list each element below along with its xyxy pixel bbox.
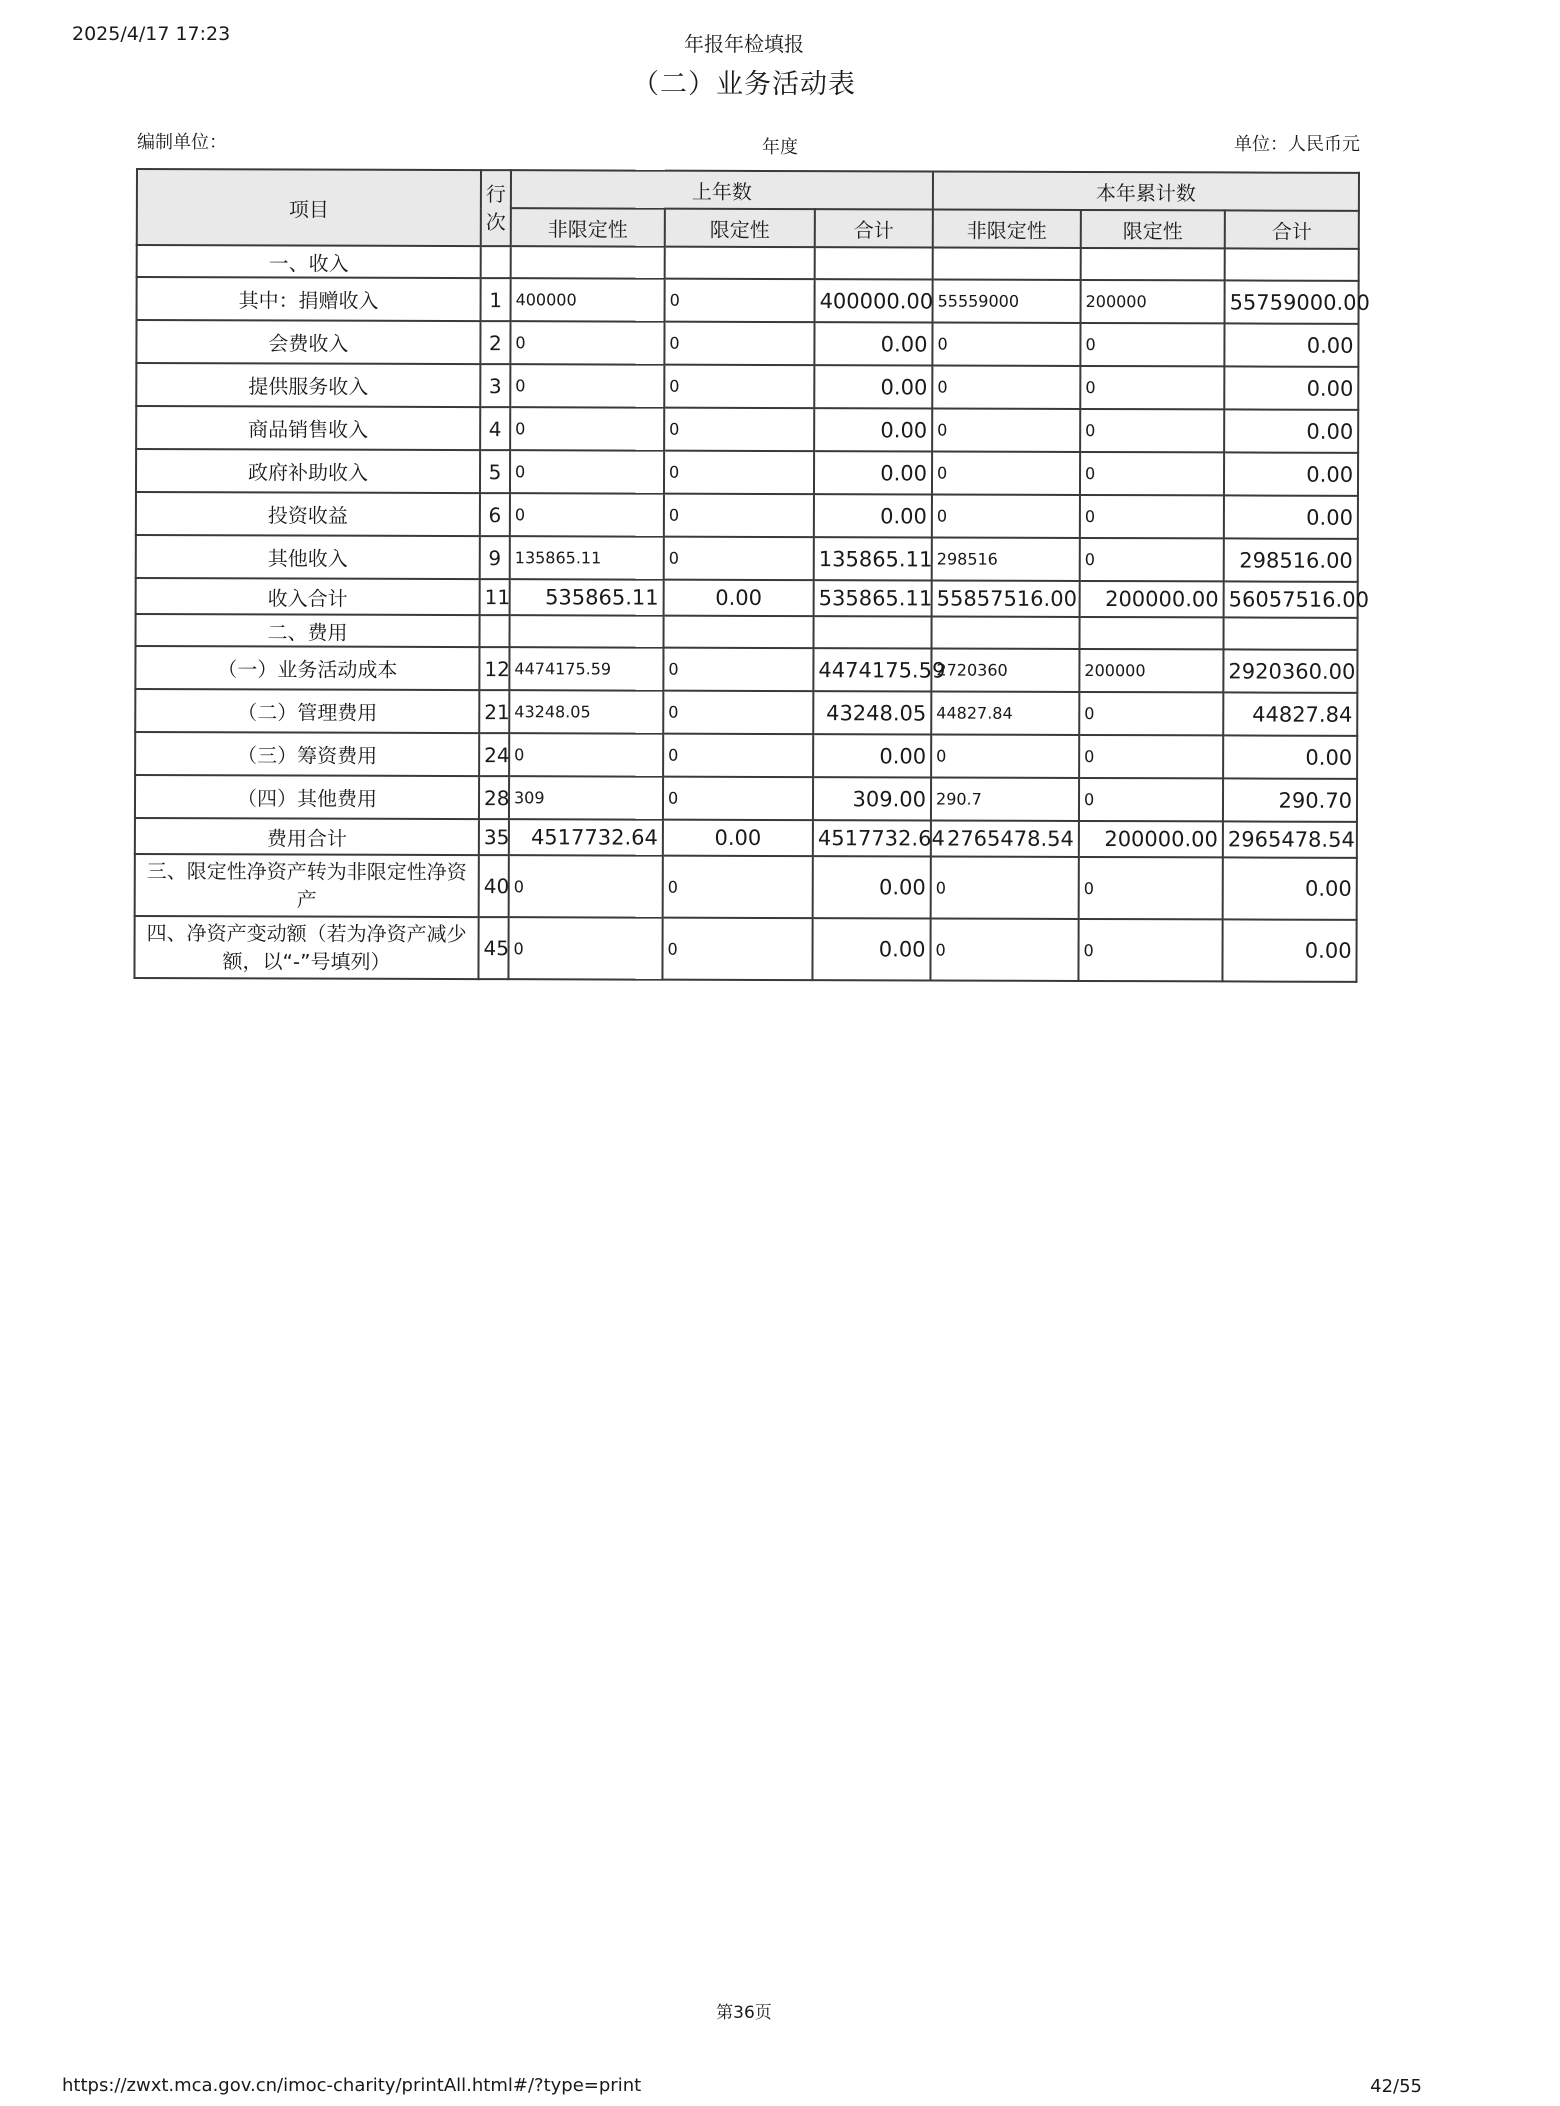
prev-restricted-cell: [665, 247, 815, 279]
curr-total-cell: 2920360.00: [1223, 649, 1357, 692]
prev-total-cell: 0.00: [814, 365, 932, 408]
prev-restricted-cell: 0: [664, 537, 814, 580]
row-item-label: 收入合计: [136, 578, 480, 615]
print-header-title: 年报年检填报: [684, 32, 804, 56]
row-line-number: 40: [479, 855, 509, 917]
header-item: 项目: [137, 169, 481, 246]
curr-restricted-cell: 200000.00: [1079, 821, 1223, 857]
curr-unrestricted-cell: 0: [931, 735, 1079, 778]
curr-total-cell: 2965478.54: [1223, 821, 1357, 857]
curr-total-cell: 44827.84: [1223, 692, 1357, 735]
header-prev-restricted: 限定性: [665, 209, 815, 247]
prev-total-cell: 0.00: [813, 734, 931, 777]
table-row: [135, 689, 1357, 736]
curr-restricted-cell: 0: [1079, 735, 1223, 778]
prev-total-cell: 0.00: [814, 494, 932, 537]
curr-total-cell: [1225, 248, 1359, 280]
curr-total-cell: 0.00: [1224, 323, 1358, 366]
table-row: [136, 449, 1358, 496]
table-row: [135, 854, 1357, 920]
prev-restricted-cell: 0: [663, 734, 813, 777]
prev-total-cell: 4517732.64: [813, 820, 931, 856]
year-label: 年度: [762, 137, 798, 158]
curr-unrestricted-cell: 298516: [932, 538, 1080, 581]
row-line-number: [479, 615, 509, 647]
row-item-label: 三、限定性净资产转为非限定性净资产: [135, 854, 479, 917]
row-item-label: 会费收入: [136, 320, 480, 364]
prev-restricted-cell: 0: [664, 322, 814, 365]
row-item-label: 提供服务收入: [136, 363, 480, 407]
table-row: [136, 406, 1358, 453]
table-row: [137, 277, 1359, 324]
row-item-label: 四、净资产变动额（若为净资产减少额，以“-”号填列）: [134, 916, 478, 979]
curr-restricted-cell: 200000.00: [1080, 581, 1224, 617]
row-item-label: 费用合计: [135, 818, 479, 855]
prev-unrestricted-cell: 0: [508, 917, 662, 979]
prev-restricted-cell: 0: [664, 494, 814, 537]
prev-restricted-cell: 0.00: [663, 820, 813, 856]
prev-total-cell: 0.00: [814, 451, 932, 494]
curr-total-cell: 0.00: [1224, 452, 1358, 495]
curr-restricted-cell: [1081, 248, 1225, 280]
table-row: [137, 245, 1359, 281]
curr-unrestricted-cell: 2765478.54: [931, 821, 1079, 857]
row-line-number: 4: [480, 407, 510, 450]
row-line-number: [481, 246, 511, 278]
curr-unrestricted-cell: 55559000: [933, 280, 1081, 323]
prev-unrestricted-cell: 535865.11: [510, 579, 664, 615]
curr-restricted-cell: 0: [1080, 495, 1224, 538]
header-prev-year: 上年数: [511, 170, 933, 209]
row-line-number: 2: [480, 321, 510, 364]
row-line-number: 45: [478, 917, 508, 979]
row-line-number: 35: [479, 819, 509, 855]
prev-restricted-cell: [663, 616, 813, 648]
curr-restricted-cell: 0: [1080, 452, 1224, 495]
document-title: （二）业务活动表: [632, 69, 856, 100]
prev-restricted-cell: 0: [663, 648, 813, 691]
row-item-label: 二、费用: [135, 614, 479, 647]
prev-total-cell: 309.00: [813, 777, 931, 820]
curr-unrestricted-cell: 0: [932, 495, 1080, 538]
prev-unrestricted-cell: 4474175.59: [509, 647, 663, 690]
row-item-label: （二）管理费用: [135, 689, 479, 733]
row-item-label: 投资收益: [136, 492, 480, 536]
curr-restricted-cell: 200000: [1079, 649, 1223, 692]
print-url: https://zwxt.mca.gov.cn/imoc-charity/printAll.html#/?type=print: [62, 2075, 642, 2096]
row-item-label: 政府补助收入: [136, 449, 480, 493]
curr-restricted-cell: 0: [1079, 857, 1223, 919]
curr-total-cell: 290.70: [1223, 778, 1357, 821]
curr-unrestricted-cell: 2720360: [931, 649, 1079, 692]
row-item-label: （三）筹资费用: [135, 732, 479, 776]
prev-restricted-cell: 0: [664, 365, 814, 408]
prev-total-cell: 43248.05: [813, 691, 931, 734]
header-curr-restricted: 限定性: [1081, 210, 1225, 248]
table-row: [136, 578, 1358, 618]
curr-total-cell: 56057516.00: [1224, 581, 1358, 617]
row-line-number: 21: [479, 690, 509, 733]
header-prev-unrestricted: 非限定性: [511, 208, 665, 246]
prev-unrestricted-cell: 0: [510, 321, 664, 364]
prev-unrestricted-cell: 309: [509, 776, 663, 819]
header-curr-total: 合计: [1225, 210, 1359, 248]
curr-restricted-cell: 0: [1079, 692, 1223, 735]
prev-restricted-cell: 0: [663, 691, 813, 734]
business-activity-table: [133, 168, 1370, 983]
prev-total-cell: 0.00: [814, 408, 932, 451]
curr-unrestricted-cell: 0: [932, 409, 1080, 452]
table-row: [135, 646, 1357, 693]
curr-restricted-cell: 0: [1080, 366, 1224, 409]
prev-total-cell: 400000.00: [815, 279, 933, 322]
prev-total-cell: 0.00: [814, 322, 932, 365]
curr-unrestricted-cell: 0: [932, 323, 1080, 366]
table-row: [135, 818, 1357, 858]
curr-total-cell: 0.00: [1223, 857, 1357, 919]
prev-restricted-cell: 0: [664, 451, 814, 494]
row-item-label: 其他收入: [136, 535, 480, 579]
prev-restricted-cell: 0: [664, 408, 814, 451]
currency-unit-label: 单位：人民币元: [1234, 134, 1360, 155]
prev-unrestricted-cell: [511, 246, 665, 278]
prev-total-cell: 0.00: [813, 856, 931, 918]
row-line-number: 6: [480, 493, 510, 536]
curr-unrestricted-cell: 0: [932, 452, 1080, 495]
prev-unrestricted-cell: 0: [510, 407, 664, 450]
prev-total-cell: 4474175.59: [813, 648, 931, 691]
row-item-label: 其中：捐赠收入: [137, 277, 481, 321]
table-body: [134, 245, 1370, 982]
row-item-label: （一）业务活动成本: [135, 646, 479, 690]
table-row: [136, 535, 1358, 582]
curr-unrestricted-cell: 0: [932, 366, 1080, 409]
row-item-label: 商品销售收入: [136, 406, 480, 450]
prev-unrestricted-cell: 0: [510, 364, 664, 407]
curr-restricted-cell: 0: [1080, 409, 1224, 452]
curr-restricted-cell: 0: [1080, 323, 1224, 366]
page-number: 第36页: [716, 2003, 772, 2023]
table-row: [136, 363, 1358, 410]
prev-restricted-cell: 0: [663, 777, 813, 820]
table-row: [136, 492, 1358, 539]
row-line-number: 1: [481, 278, 511, 321]
table-row: [135, 775, 1357, 822]
header-curr-year: 本年累计数: [933, 172, 1359, 211]
curr-total-cell: 0.00: [1224, 409, 1358, 452]
curr-unrestricted-cell: [932, 617, 1080, 649]
curr-unrestricted-cell: 0: [931, 857, 1079, 919]
curr-restricted-cell: 0: [1080, 538, 1224, 581]
prev-unrestricted-cell: 0: [509, 733, 663, 776]
curr-total-cell: 0.00: [1222, 919, 1356, 981]
curr-unrestricted-cell: 290.7: [931, 778, 1079, 821]
row-item-label: 一、收入: [137, 245, 481, 278]
row-line-number: 24: [479, 733, 509, 776]
prev-unrestricted-cell: [509, 615, 663, 647]
prev-restricted-cell: 0: [662, 918, 812, 980]
curr-total-cell: 0.00: [1224, 366, 1358, 409]
prev-unrestricted-cell: 0: [509, 855, 663, 917]
curr-restricted-cell: 0: [1079, 778, 1223, 821]
curr-total-cell: 55759000.00: [1225, 280, 1359, 323]
table-row: [136, 320, 1358, 367]
curr-total-cell: 0.00: [1223, 735, 1357, 778]
curr-total-cell: 298516.00: [1224, 538, 1358, 581]
prev-unrestricted-cell: 135865.11: [510, 536, 664, 579]
curr-restricted-cell: [1080, 617, 1224, 649]
prev-restricted-cell: 0: [665, 279, 815, 322]
print-date: 2025/4/17 17:23: [72, 23, 231, 45]
row-line-number: 28: [479, 776, 509, 819]
prev-unrestricted-cell: 400000: [511, 278, 665, 321]
curr-restricted-cell: 0: [1078, 919, 1222, 981]
header-prev-total: 合计: [815, 209, 933, 247]
table-row: [135, 614, 1357, 650]
reporting-unit-label: 编制单位：: [137, 132, 227, 153]
prev-unrestricted-cell: 4517732.64: [509, 819, 663, 855]
curr-unrestricted-cell: [933, 248, 1081, 280]
prev-total-cell: 135865.11: [814, 537, 932, 580]
prev-unrestricted-cell: 0: [510, 450, 664, 493]
curr-unrestricted-cell: 0: [930, 919, 1078, 981]
prev-unrestricted-cell: 0: [510, 493, 664, 536]
row-line-number: 11: [480, 579, 510, 615]
prev-restricted-cell: 0: [663, 856, 813, 918]
prev-total-cell: [813, 616, 931, 648]
curr-total-cell: 0.00: [1224, 495, 1358, 538]
row-line-number: 5: [480, 450, 510, 493]
table-row: [135, 732, 1357, 779]
page-count: 42/55: [1370, 2076, 1422, 2097]
prev-restricted-cell: 0.00: [664, 580, 814, 616]
row-item-label: （四）其他费用: [135, 775, 479, 819]
prev-total-cell: 535865.11: [814, 580, 932, 616]
row-line-number: 9: [480, 536, 510, 579]
curr-unrestricted-cell: 44827.84: [931, 692, 1079, 735]
table-row: [134, 916, 1356, 982]
curr-total-cell: [1224, 617, 1358, 649]
curr-restricted-cell: 200000: [1081, 280, 1225, 323]
prev-total-cell: 0.00: [812, 918, 930, 980]
row-line-number: 12: [479, 647, 509, 690]
row-line-number: 3: [480, 364, 510, 407]
prev-total-cell: [815, 247, 933, 279]
curr-unrestricted-cell: 55857516.00: [932, 581, 1080, 617]
header-curr-unrestricted: 非限定性: [933, 210, 1081, 248]
header-line-no: 行次: [481, 170, 511, 246]
prev-unrestricted-cell: 43248.05: [509, 690, 663, 733]
